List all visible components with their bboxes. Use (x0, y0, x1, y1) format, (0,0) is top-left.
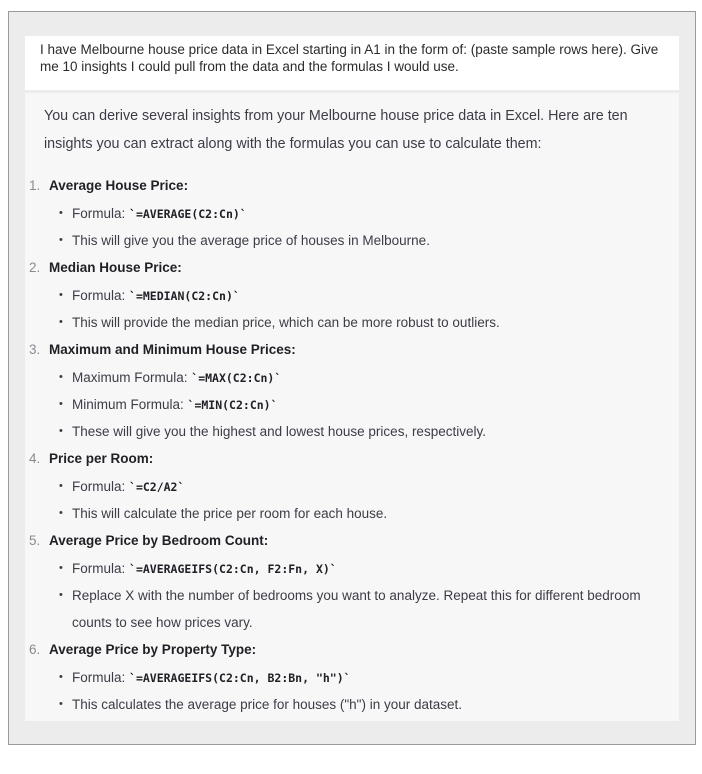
formula-code: `=C2/A2` (129, 480, 185, 494)
bullet-dot: • (59, 480, 63, 492)
formula-code: `=AVERAGEIFS(C2:Cn, F2:Fn, X)` (129, 562, 337, 576)
bullet-text: This will calculate the price per room for each house. (72, 506, 388, 521)
bullet-prefix: Maximum Formula: (72, 370, 192, 385)
bullet-dot: • (59, 316, 63, 328)
item-heading: Average Price by Property Type: (49, 642, 257, 657)
bullet-dot: • (59, 371, 63, 383)
formula-code: `=MIN(C2:Cn)` (187, 398, 278, 412)
insight-item-3 (25, 338, 679, 362)
item-number: 2. (29, 260, 41, 275)
insight-item-5 (25, 529, 679, 553)
bullet-dot: • (59, 425, 63, 437)
bullet-dot: • (59, 398, 63, 410)
item-heading: Maximum and Minimum House Prices: (49, 342, 296, 357)
item-number: 6. (29, 642, 41, 657)
formula-code: `=MAX(C2:Cn)` (191, 371, 282, 385)
item-number: 4. (29, 451, 41, 466)
item-heading: Average House Price: (49, 178, 189, 193)
item-number: 1. (29, 178, 41, 193)
bullet-text: This will provide the median price, which can be more robust to outliers. (72, 315, 500, 330)
bullet-prefix: Formula: (72, 288, 130, 303)
bullet-prefix: Formula: (72, 561, 130, 576)
bullet-prefix: Formula: (72, 206, 130, 221)
assistant-intro: You can derive several insights from your Melbourne house price data in Excel. Here are ten insights you can extract along with the formulas you can use to calculate them: (44, 108, 628, 152)
formula-code: `=AVERAGE(C2:Cn)` (129, 207, 247, 221)
item-heading: Median House Price: (49, 260, 182, 275)
bullet-dot: • (59, 507, 63, 519)
insight-item-1 (25, 174, 679, 198)
insight-item-6 (25, 638, 679, 662)
bullet-dot: • (59, 207, 63, 219)
bullet-dot: • (59, 234, 63, 246)
item-number: 3. (29, 342, 41, 357)
insight-item-2 (25, 256, 679, 280)
bullet-prefix: Formula: (72, 479, 130, 494)
formula-code: `=AVERAGEIFS(C2:Cn, B2:Bn, "h")` (129, 671, 351, 685)
bullet-dot: • (59, 589, 63, 601)
item-heading: Average Price by Bedroom Count: (49, 533, 269, 548)
assistant-message (25, 93, 679, 721)
bullet-prefix: Minimum Formula: (72, 397, 188, 412)
bullet-dot: • (59, 289, 63, 301)
bullet-dot: • (59, 671, 63, 683)
insight-item-4 (25, 447, 679, 471)
bullet-text: This will give you the average price of houses in Melbourne. (72, 233, 430, 248)
bullet-dot: • (59, 562, 63, 574)
bullet-text: Replace X with the number of bedrooms you want to analyze. Repeat this for different bedroom counts to see how prices vary. (72, 588, 641, 630)
item-number: 5. (29, 533, 41, 548)
user-message-text: I have Melbourne house price data in Excel starting in A1 in the form of: (paste sample rows here). Give me 10 insights I could pull from the data and the formulas I would use. (40, 42, 659, 74)
item-heading: Price per Room: (49, 451, 154, 466)
bullet-text: This calculates the average price for houses ("h") in your dataset. (72, 697, 463, 712)
formula-code: `=MEDIAN(C2:Cn)` (129, 289, 240, 303)
bullet-dot: • (59, 698, 63, 710)
user-message (25, 36, 679, 90)
bullet-prefix: Formula: (72, 670, 130, 685)
bullet-text: These will give you the highest and lowest house prices, respectively. (72, 424, 486, 439)
